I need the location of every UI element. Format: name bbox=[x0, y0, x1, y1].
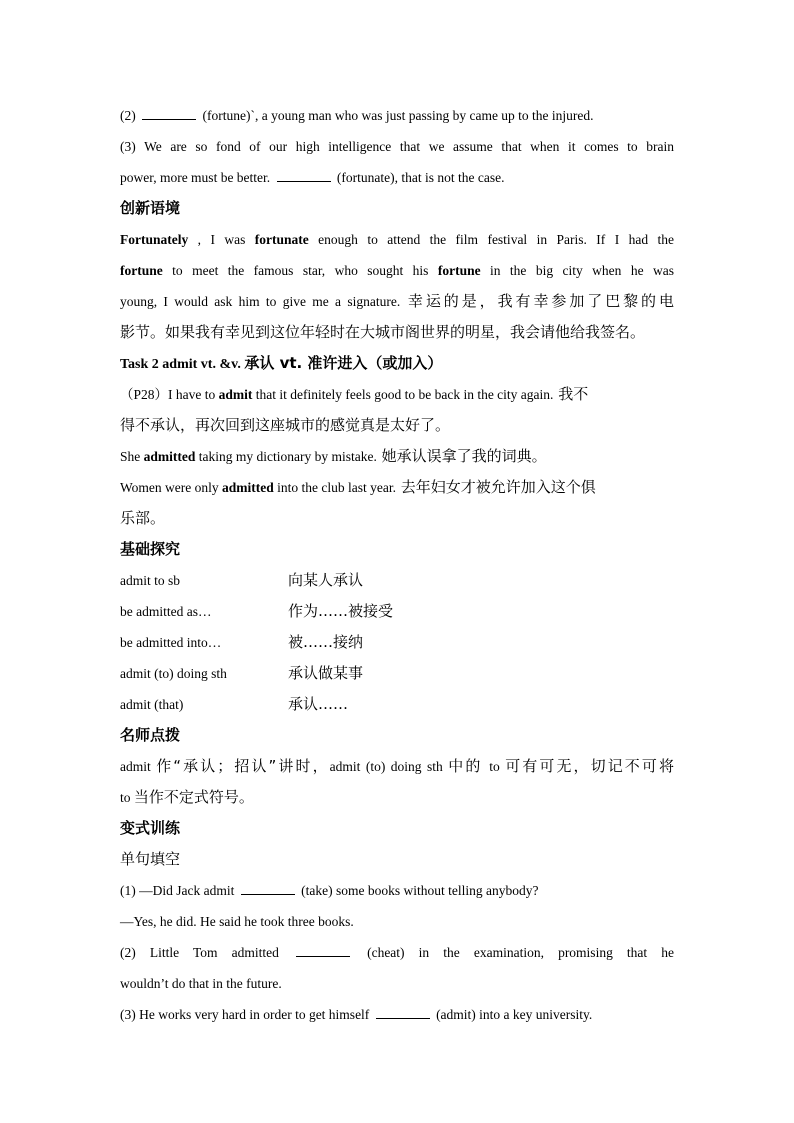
section-heading-practice: 变式训练 bbox=[120, 819, 181, 837]
phrase-row: admit (that) 承认…… bbox=[120, 695, 349, 713]
task2-example-2: She admitted taking my dictionary by mistake. 她承认误拿了我的词典。 bbox=[120, 447, 547, 465]
task2-heading: Task 2 admit vt. &v. 承认 vt. 准许进入（或加入） bbox=[120, 354, 443, 372]
context-line-3: young, I would ask him to give me a signature. 幸运的是，我有幸参加了巴黎的电 bbox=[120, 292, 674, 310]
practice-q2b: wouldn’t do that in the future. bbox=[120, 976, 282, 991]
answer-blank[interactable] bbox=[241, 882, 295, 895]
practice-q3: (3) He works very hard in order to get himself (admit) into a key university. bbox=[120, 1007, 593, 1022]
task2-example-1-cn: 得不承认，再次回到这座城市的感觉真是太好了。 bbox=[120, 416, 451, 434]
practice-q1b: —Yes, he did. He said he took three books. bbox=[120, 914, 354, 929]
tips-line-1: admit 作“承认；招认”讲时，admit (to) doing sth 中的 to 可有可无，切记不可将 bbox=[120, 757, 674, 775]
phrase-row: be admitted as… 作为……被接受 bbox=[120, 602, 394, 620]
document-page bbox=[120, 100, 674, 1030]
answer-blank[interactable] bbox=[277, 169, 331, 182]
tips-line-2: to 当作不定式符号。 bbox=[120, 788, 254, 806]
context-line-1: Fortunately , I was fortunate enough to attend the film festival in Paris. If I had the bbox=[120, 232, 674, 247]
answer-blank[interactable] bbox=[376, 1006, 430, 1019]
practice-q2a: (2) Little Tom admitted (cheat) in the examination, promising that he bbox=[120, 945, 675, 960]
exercise-item-3-line1: (3) We are so fond of our high intelligence that we assume that when it comes to brain bbox=[120, 139, 674, 154]
task2-example-3: Women were only admitted into the club last year. 去年妇女才被允许加入这个俱 bbox=[120, 478, 596, 496]
phrase-row: admit (to) doing sth 承认做某事 bbox=[120, 664, 364, 682]
answer-blank[interactable] bbox=[142, 107, 196, 120]
phrase-row: be admitted into… 被……接纳 bbox=[120, 633, 364, 651]
task2-example-3-cn: 乐部。 bbox=[120, 509, 166, 527]
section-heading-tips: 名师点拨 bbox=[120, 726, 181, 744]
answer-blank[interactable] bbox=[296, 944, 350, 957]
exercise-item-3-line2: power, more must be better. (fortunate), that is not the case. bbox=[120, 170, 505, 185]
context-line-2: fortune to meet the famous star, who sought his fortune in the big city when he was bbox=[120, 263, 674, 278]
phrase-row: admit to sb 向某人承认 bbox=[120, 571, 364, 589]
section-heading-context: 创新语境 bbox=[120, 199, 181, 217]
context-line-4: 影节。如果我有幸见到这位年轻时在大城市阁世界的明星，我会请他给我签名。 bbox=[120, 323, 646, 341]
practice-q1a: (1) —Did Jack admit (take) some books without telling anybody? bbox=[120, 883, 539, 898]
exercise-item-2: (2) (fortune)`, a young man who was just passing by came up to the injured. bbox=[120, 108, 594, 123]
practice-subheading: 单句填空 bbox=[120, 850, 181, 868]
task2-example-1: （P28）I have to admit that it definitely feels good to be back in the city again. 我不 bbox=[120, 385, 589, 403]
section-heading-basics: 基础探究 bbox=[120, 540, 181, 558]
